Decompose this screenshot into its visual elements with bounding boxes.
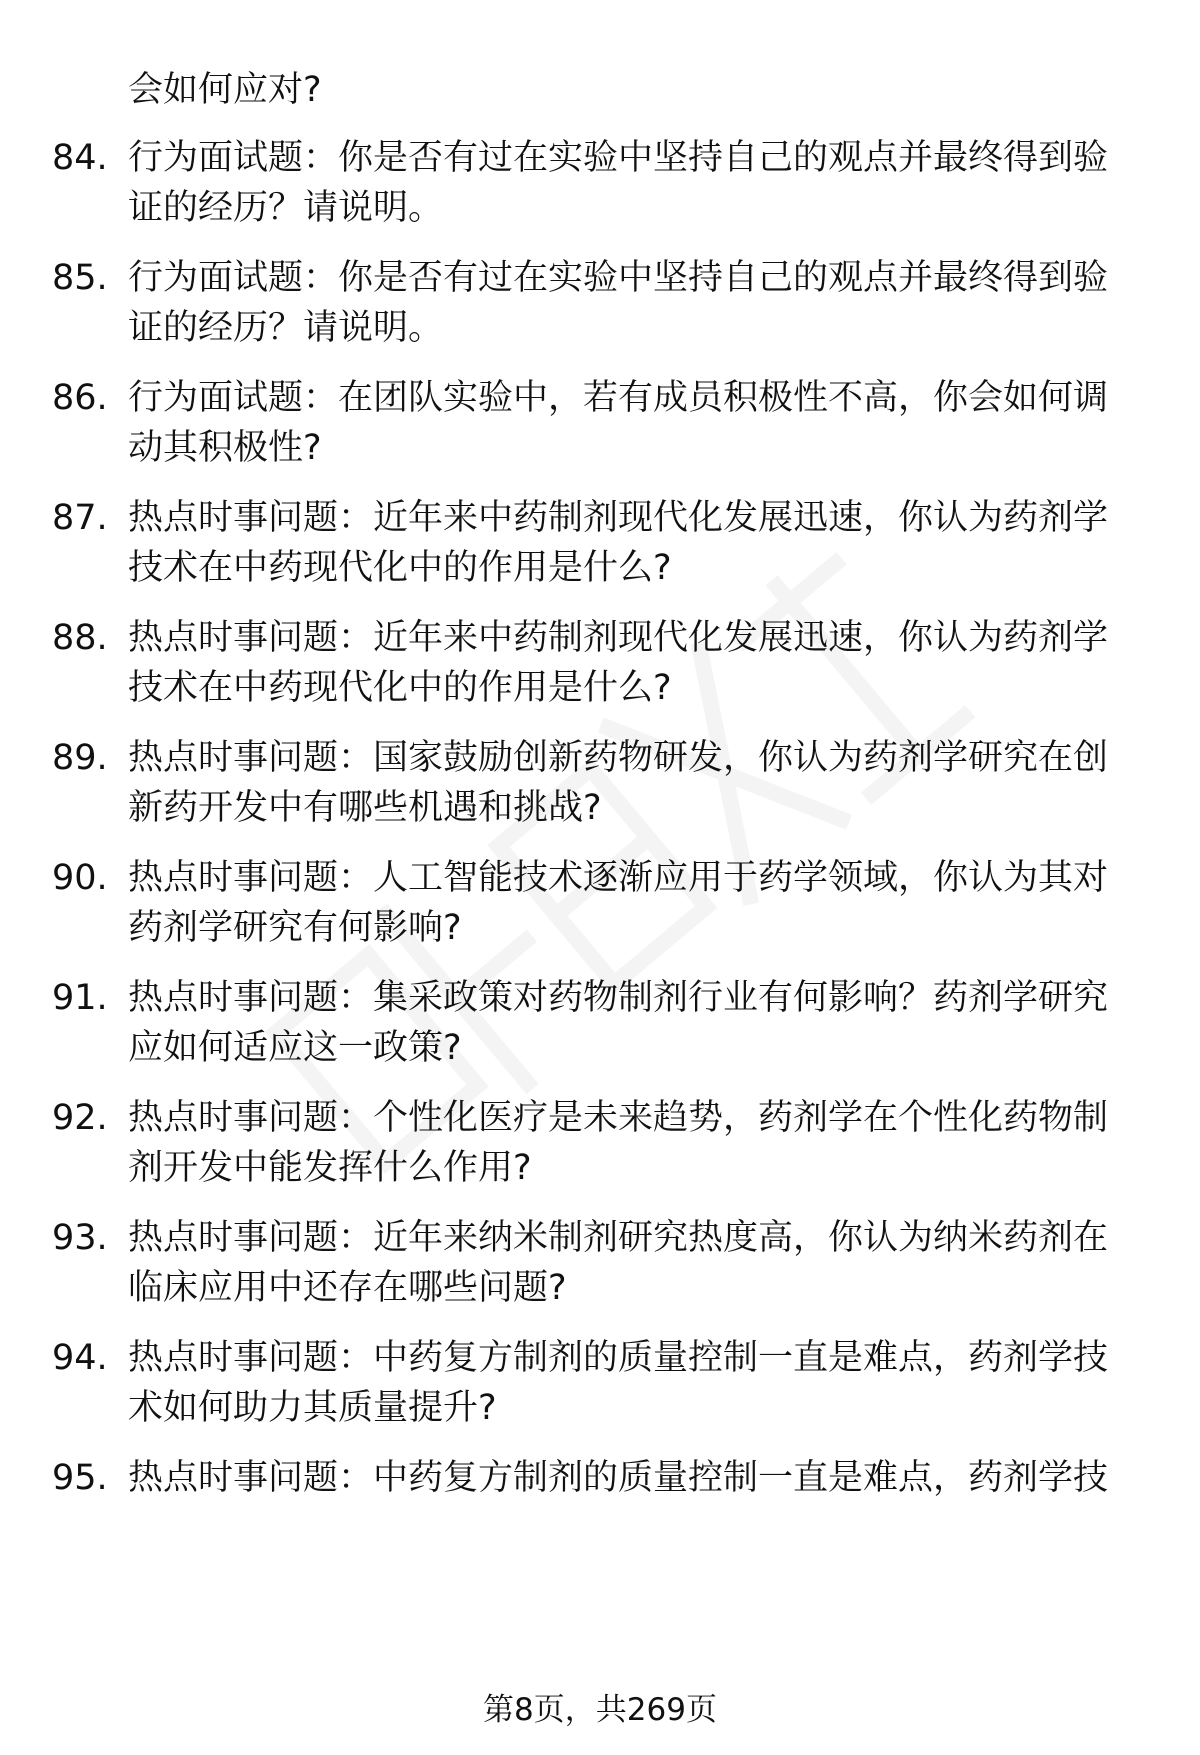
question-item-88 <box>52 613 1152 713</box>
question-text: 行为面试题：在团队实验中，若有成员积极性不高，你会如何调动其积极性? <box>128 378 1109 468</box>
question-text: 热点时事问题：人工智能技术逐渐应用于药学领域，你认为其对药剂学研究有何影响? <box>128 858 1109 948</box>
question-text: 热点时事问题：近年来中药制剂现代化发展迅速，你认为药剂学技术在中药现代化中的作用是什么? <box>128 618 1109 708</box>
question-item-84 <box>52 133 1152 233</box>
question-number: 94. <box>52 1338 108 1378</box>
question-number: 91. <box>52 978 108 1018</box>
question-number: 95. <box>52 1458 108 1498</box>
question-item-95 <box>52 1453 1152 1503</box>
question-number: 88. <box>52 618 108 658</box>
question-text: 热点时事问题：个性化医疗是未来趋势，药剂学在个性化药物制剂开发中能发挥什么作用? <box>128 1098 1109 1188</box>
question-number: 90. <box>52 858 108 898</box>
question-item-85 <box>52 253 1152 353</box>
question-number: 92. <box>52 1098 108 1138</box>
page-number-footer: 第8页，共269页 <box>483 1692 717 1728</box>
question-text: 热点时事问题：集采政策对药物制剂行业有何影响？药剂学研究应如何适应这一政策? <box>128 978 1109 1068</box>
question-item-87 <box>52 493 1152 593</box>
question-number: 89. <box>52 738 108 778</box>
question-item-93 <box>52 1213 1152 1313</box>
continued-question-text: 会如何应对? <box>128 70 322 110</box>
question-item-91 <box>52 973 1152 1073</box>
question-item-94 <box>52 1333 1152 1433</box>
question-text: 热点时事问题：中药复方制剂的质量控制一直是难点，药剂学技 <box>128 1458 1109 1498</box>
question-text: 热点时事问题：近年来纳米制剂研究热度高，你认为纳米药剂在临床应用中还存在哪些问题? <box>128 1218 1109 1308</box>
question-number: 87. <box>52 498 108 538</box>
question-number: 85. <box>52 258 108 298</box>
question-text: 热点时事问题：近年来中药制剂现代化发展迅速，你认为药剂学技术在中药现代化中的作用是什么? <box>128 498 1109 588</box>
question-text: 热点时事问题：中药复方制剂的质量控制一直是难点，药剂学技术如何助力其质量提升? <box>128 1338 1109 1428</box>
question-item-89 <box>52 733 1152 833</box>
question-number: 84. <box>52 138 108 178</box>
question-number: 93. <box>52 1218 108 1258</box>
question-text: 行为面试题：你是否有过在实验中坚持自己的观点并最终得到验证的经历？请说明。 <box>128 138 1109 228</box>
question-number: 86. <box>52 378 108 418</box>
question-item-86 <box>52 373 1152 473</box>
question-text: 行为面试题：你是否有过在实验中坚持自己的观点并最终得到验证的经历？请说明。 <box>128 258 1109 348</box>
question-text: 热点时事问题：国家鼓励创新药物研发，你认为药剂学研究在创新药开发中有哪些机遇和挑战? <box>128 738 1109 828</box>
question-item-92 <box>52 1093 1152 1193</box>
question-item-90 <box>52 853 1152 953</box>
